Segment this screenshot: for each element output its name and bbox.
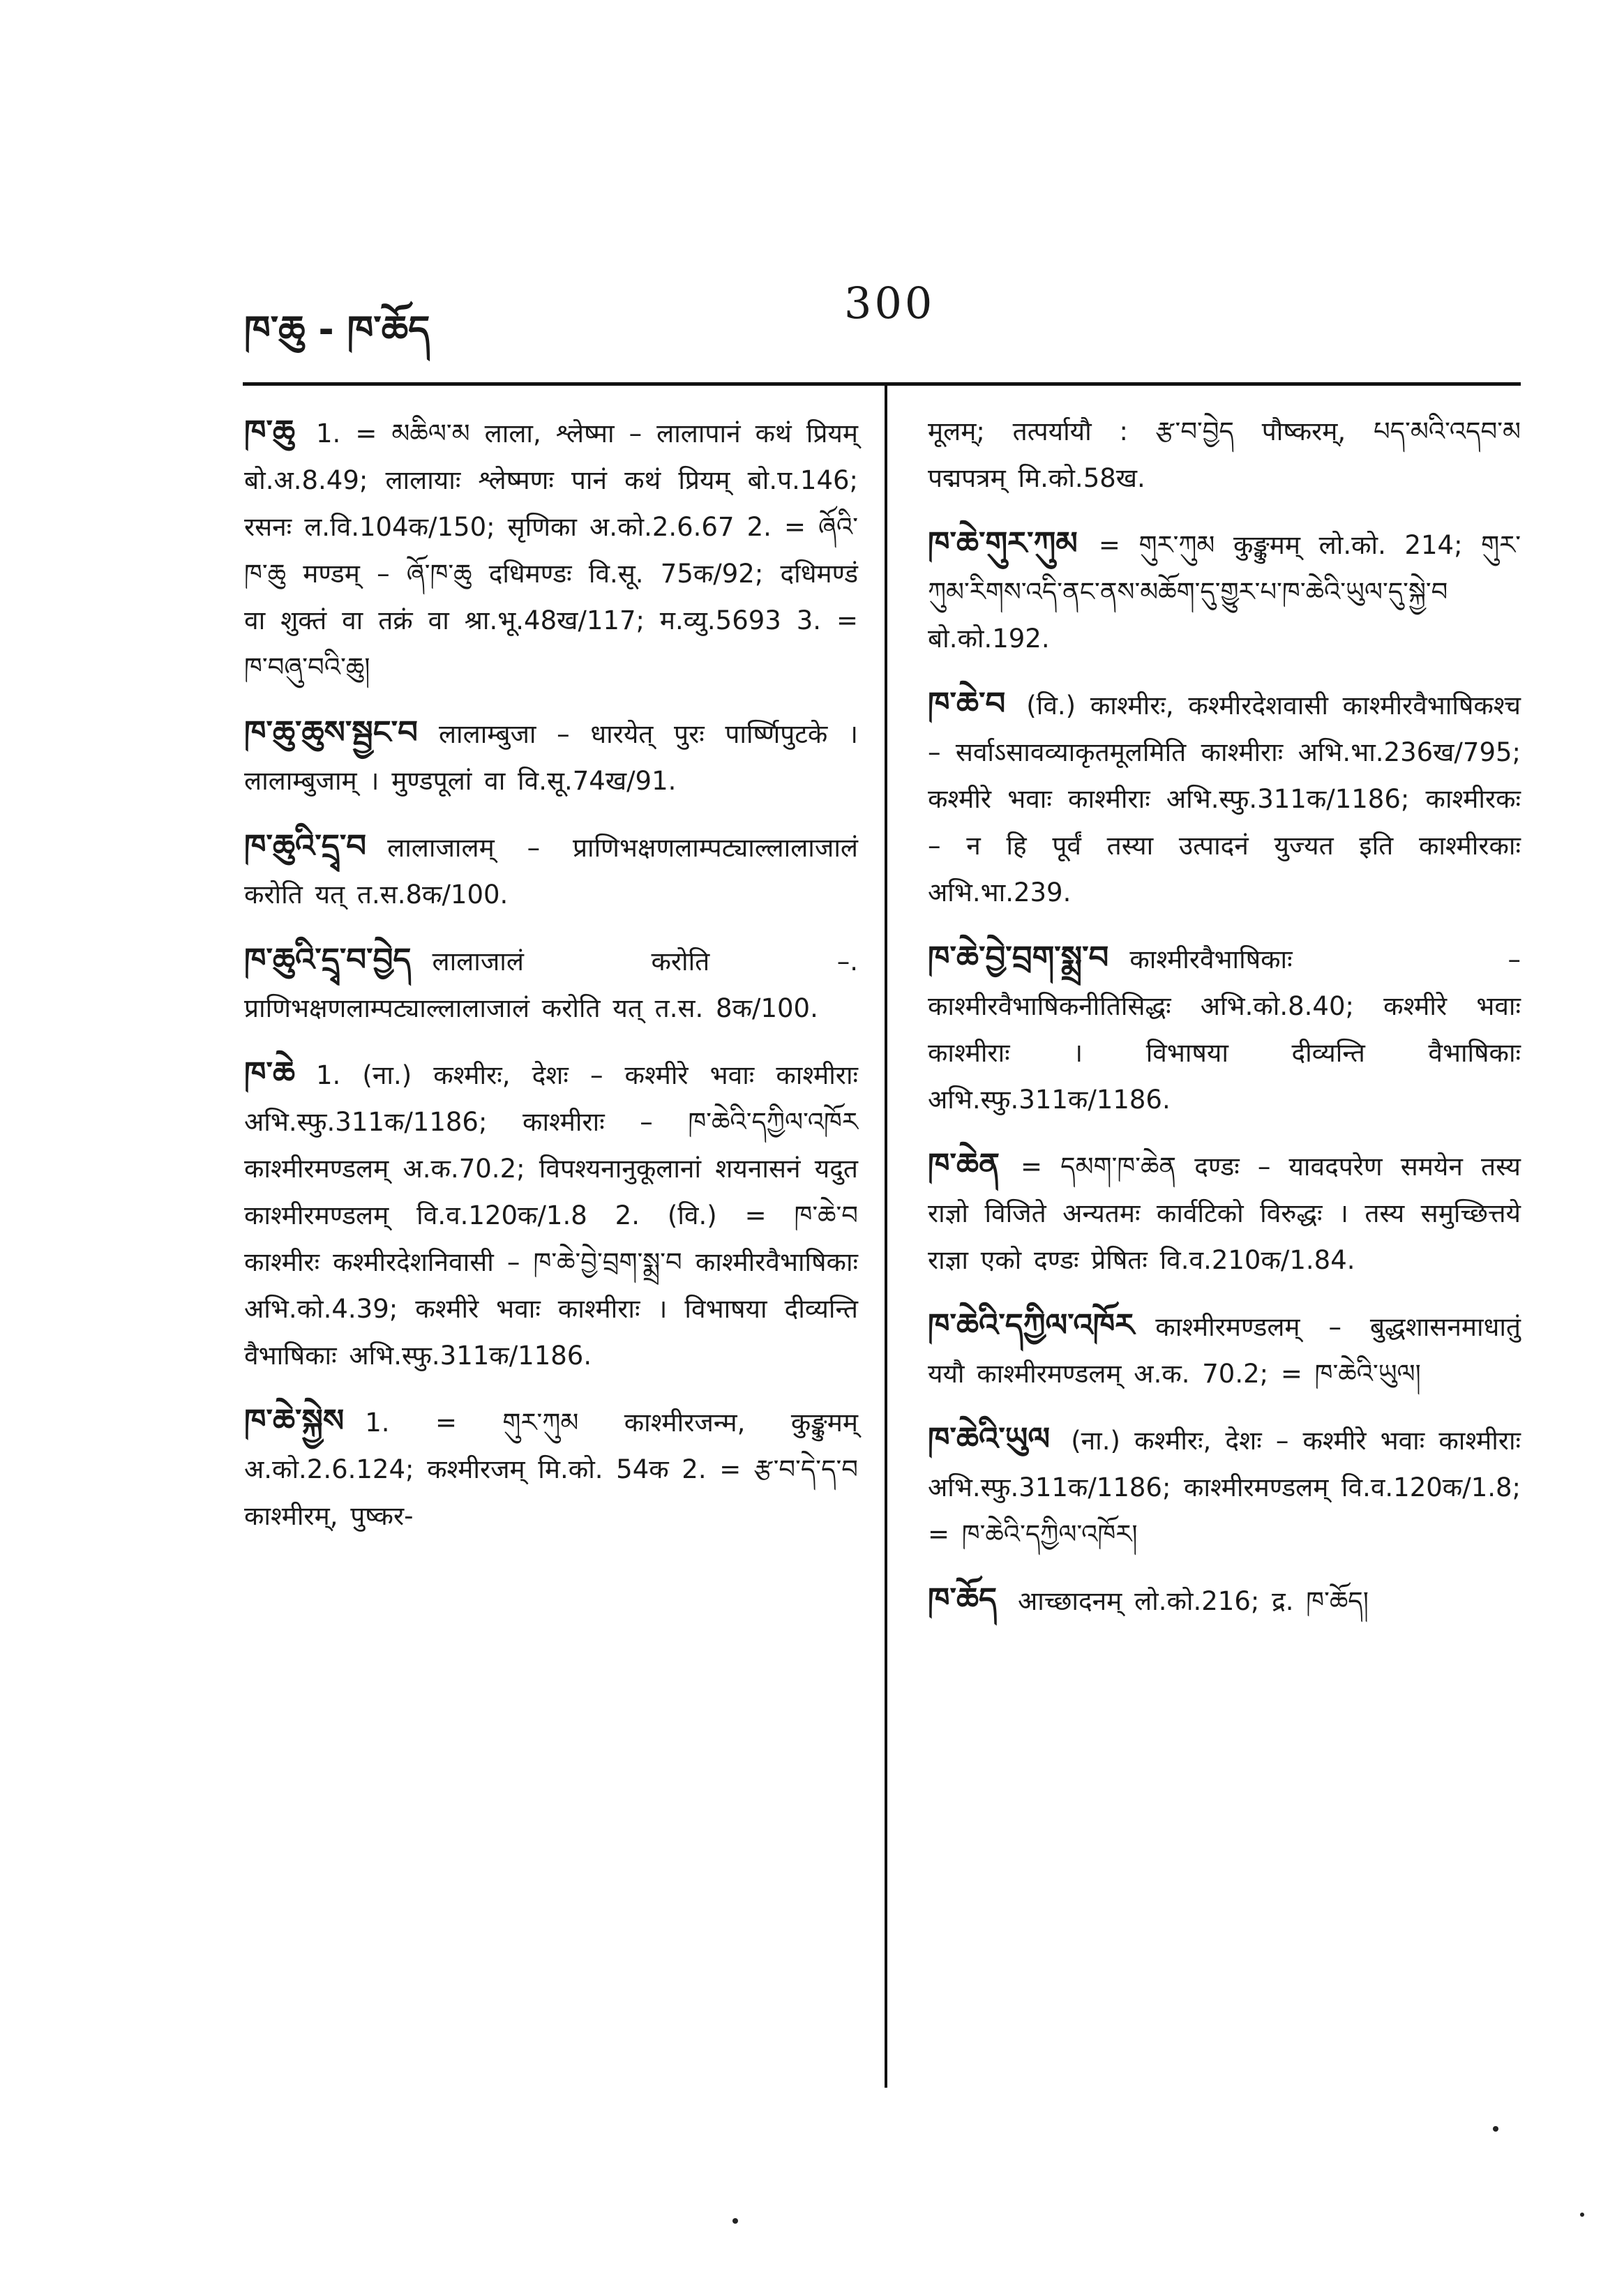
entry-headword: ཁ་ཆུའི་དྲྭ་བ [244, 827, 367, 864]
entry-body: (ना.) कश्मीरः, देशः – कश्मीरे भवाः काश्मीराः अभि.स्फु.311क/1186; काश्मीरमण्डलम् वि.व.120क/1.8; = ཁ་ཆེའི་དཀྱིལ་འཁོར། [928, 1426, 1521, 1549]
entry-body: 1. (ना.) कश्मीरः, देशः – कश्मीरे भवाः काश्मीराः अभि.स्फु.311क/1186; काश्मीराः – ཁ་ཆེའི་དཀྱིལ་འཁོར काश्मीरमण्डलम् अ.क.70.2; विपश्यनानुकूलानां शयनासनं यदुत काश्मीरमण्डलम् वि.व.120क/1.8 2. (वि.) = ཁ་ཆེ་བ काश्मीरः कश्मीरदेशनिवासी – ཁ་ཆེ་བྱེ་བྲག་སྨྲ་བ काश्मीरवैभाषिकाः अभि.को.4.39; कश्मीरे भवाः काश्मीराः । विभाषया दीव्यन्ति वैभाषिकाः अभि.स्फु.311क/1186. [244, 1060, 858, 1371]
entry-headword: ཁ་ཆོད [928, 1581, 998, 1618]
entry-body: 1. = གུར་ཀུམ काश्मीरजन्म, कुङ्कुमम् अ.को.2.6.124; कश्मीरजम् मि.को. 54क 2. = རྩ་བ་དེ་ད་བ काश्मीरम्, पुष्कर- [244, 1408, 858, 1531]
entry [244, 1397, 858, 1539]
entry [928, 520, 1521, 662]
entry-body: = གུར་ཀུམ कुङ्कुमम् लो.को. 214; གུར་ཀུམ་རིགས་འདི་ནང་ནས་མཆོག་དུ་གྱུར་པ་ཁ་ཆེའི་ཡུལ་དུ་སྐྱེ་བ बो.को.192. [928, 530, 1521, 654]
entry [928, 1415, 1521, 1558]
entry-headword: ཁ་ཆེའི་ཡུལ [928, 1420, 1051, 1457]
scan-speck [1493, 2126, 1498, 2132]
entry-headword: ཁ་ཆེ [244, 1055, 295, 1092]
entry-continuation [928, 408, 1521, 502]
entry-headword: ཁ་ཆེ་གུར་ཀུམ [928, 525, 1078, 562]
entry-body: आच्छादनम् लो.को.216; द्र. ཁ་ཆོད། [1018, 1586, 1369, 1616]
entry-headword: ཁ་ཆེ་བ [928, 685, 1006, 722]
column-divider [885, 386, 887, 2088]
entry-headword: ཁ་ཆེ་བྱེ་བྲག་སྨྲ་བ [928, 939, 1109, 976]
entry-headword: ཁ་ཆུ [244, 413, 295, 450]
entry [244, 709, 858, 804]
entry-body: 1. = མཆིལ་མ लाला, श्लेष्मा – लालापानं कथं प्रियम् बो.अ.8.49; लालायाः श्लेष्मणः पानं कथं प्रियम् बो.प.146; रसनः ल.वि.104क/150; सृणिका अ.को.2.6.67 2. = ཞོའི་ཁ་ཆུ मण्डम् – ཞོ་ཁ་ཆུ दधिमण्डः वि.सू. 75क/92; दधिमण्डं वा शुक्तं वा तक्रं वा श्रा.भू.48ख/117; म.व्यु.5693 3. = ཁ་བཞུ་བའི་ཆུ། [244, 419, 858, 682]
entry [244, 408, 858, 691]
entry [928, 1302, 1521, 1397]
entry-body: काश्मीरवैभाषिकाः – काश्मीरवैभाषिकनीतिसिद्धः अभि.को.8.40; कश्मीरे भवाः काश्मीराः । विभाषया दीव्यन्ति वैभाषिकाः अभि.स्फु.311क/1186. [928, 944, 1521, 1115]
entry [928, 1141, 1521, 1283]
entry [928, 1576, 1521, 1625]
entry [928, 680, 1521, 916]
left-column [244, 408, 858, 1558]
entry-headword: ཁ་ཆུ་ཆུས་སྦྱང་བ [244, 714, 418, 751]
page-number: 300 [844, 278, 935, 329]
entry-body: लालाजालम् – प्राणिभक्षणलाम्पट्याल्लालाजालं करोति यत् त.स.8क/100. [244, 833, 858, 910]
entry-body: लालाजालं करोति –. प्राणिभक्षणलाम्पट्याल्लालाजालं करोति यत् त.स. 8क/100. [244, 947, 858, 1023]
running-head: ཁ་ཆུ - ཁ་ཆོད [244, 308, 430, 352]
entry [244, 936, 858, 1032]
entry-headword: ཁ་ཆེན [928, 1146, 1000, 1183]
entry [244, 822, 858, 918]
header-rule [243, 382, 1521, 386]
scan-speck [732, 2218, 738, 2224]
entry-body: मूलम्; तत्पर्यायौ : རྩ་བ་བྱེད पौष्करम्, པད་མའི་འདབ་མ पद्मपत्रम् मि.को.58ख. [928, 416, 1521, 493]
entry-body: काश्मीरमण्डलम् – बुद्धशासनमाधातुं ययौ काश्मीरमण्डलम् अ.क. 70.2; = ཁ་ཆེའི་ཡུལ། [928, 1312, 1521, 1389]
entry-body: लालाम्बुजा – धारयेत् पुरः पार्ष्णिपुटके । लालाम्बुजाम् । मुण्डपूलां वा वि.सू.74ख/91. [244, 719, 858, 796]
entry [928, 934, 1521, 1123]
scan-speck [1580, 2213, 1584, 2217]
entry-headword: ཁ་ཆེའི་དཀྱིལ་འཁོར [928, 1306, 1135, 1343]
entry-headword: ཁ་ཆེ་སྐྱེས [244, 1402, 345, 1439]
entry-body: (वि.) काश्मीरः, कश्मीरदेशवासी काश्मीरवैभाषिकश्च – सर्वाऽसावव्याकृतमूलमिति काश्मीराः अभि.भा.236ख/795; कश्मीरे भवाः काश्मीराः अभि.स्फु.311क/1186; काश्मीरकः – न हि पूर्वं तस्या उत्पादनं युज्यत इति काश्मीरकाः अभि.भा.239. [928, 691, 1521, 907]
entry-body: = དམག་ཁ་ཆེན दण्डः – यावदपरेण समयेन तस्य राज्ञो विजिते अन्यतमः कार्वटिको विरुद्धः । तस्य समुच्छित्तये राज्ञा एको दण्डः प्रेषितः वि.व.210क/1.84. [928, 1152, 1521, 1275]
entry-headword: ཁ་ཆུའི་དྲྭ་བ་བྱེད [244, 941, 412, 978]
right-column [928, 408, 1521, 1643]
entry [244, 1050, 858, 1379]
